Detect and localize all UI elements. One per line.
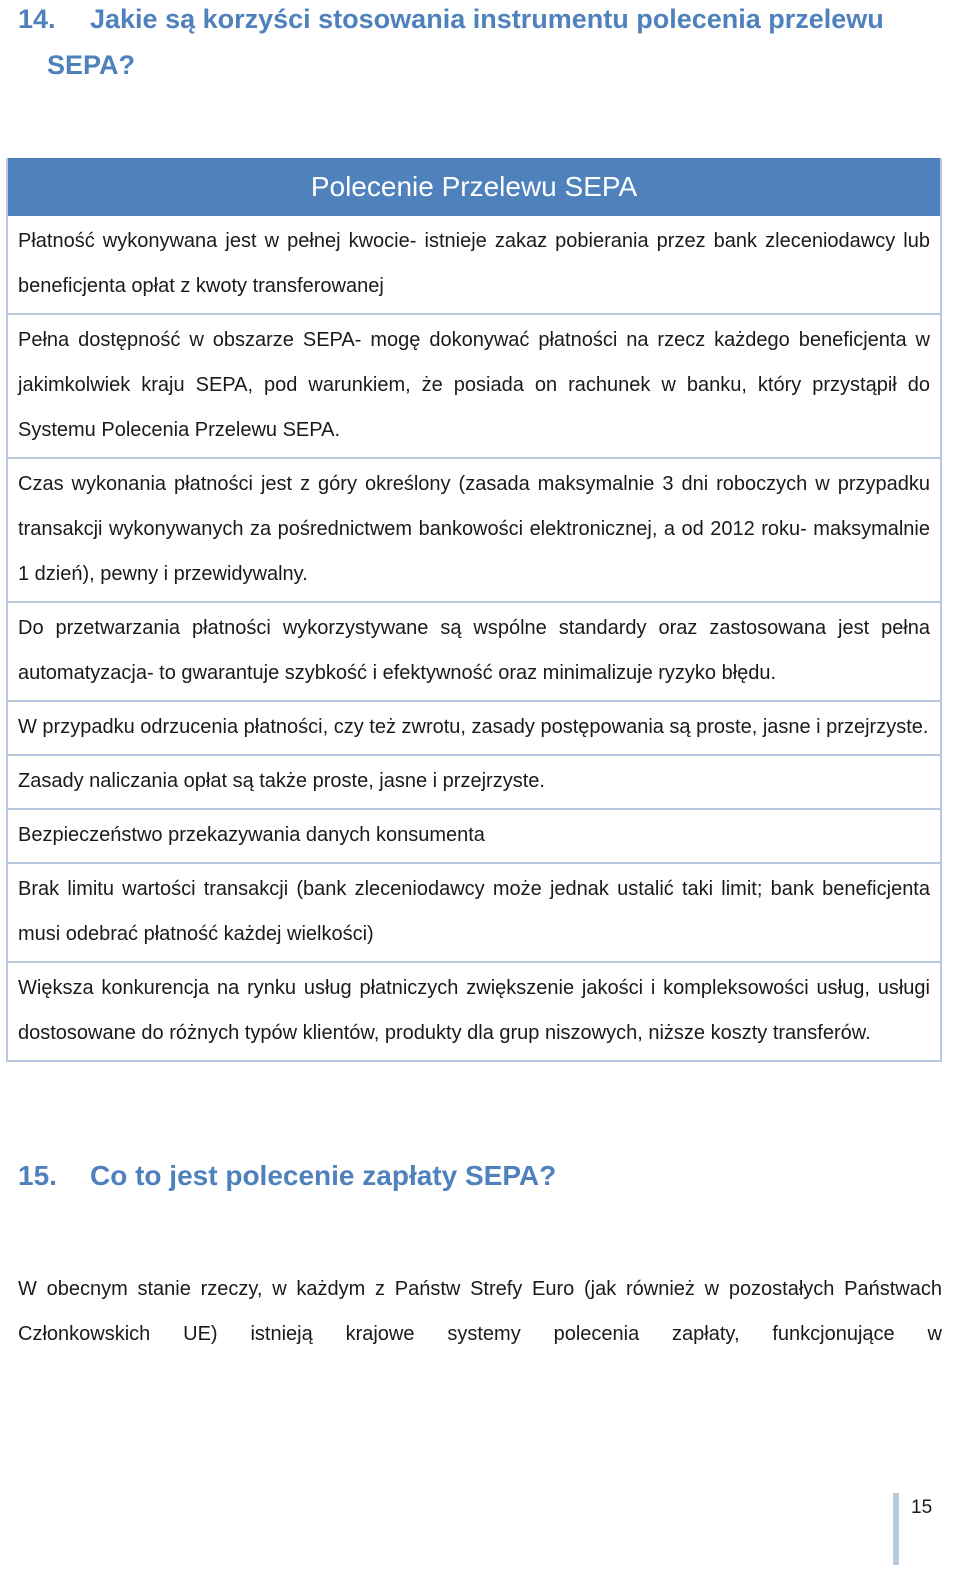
section-15-heading — [18, 1152, 556, 1200]
section-14-heading — [18, 0, 948, 88]
section-15-paragraph: W obecnym stanie rzeczy, w każdym z Państw Strefy Euro (jak również w pozostałych Państwach Członkowskich UE) istnieją krajowe systemy polecenia zapłaty, funkcjonujące w — [18, 1278, 942, 1345]
section-14-title-line2: SEPA? — [47, 50, 136, 80]
table-row: Do przetwarzania płatności wykorzystywane są wspólne standardy oraz zastosowana jest pełna automatyzacja- to gwarantuje szybkość i efektywność oraz minimalizuje ryzyko błędu. — [8, 601, 940, 700]
table-row: Płatność wykonywana jest w pełnej kwocie- istnieje zakaz pobierania przez bank zleceniodawcy lub beneficjenta opłat z kwoty transferowanej — [18, 230, 930, 297]
table-row: Większa konkurencja na rynku usług płatniczych zwiększenie jakości i kompleksowości usług, usługi dostosowane do różnych typów klientów, produkty dla grup niszowych, niższe koszty transferów. — [8, 961, 940, 1060]
table-row: W przypadku odrzucenia płatności, czy też zwrotu, zasady postępowania są proste, jasne i przejrzyste. — [8, 700, 940, 754]
table-row: Pełna dostępność w obszarze SEPA- mogę dokonywać płatności na rzecz każdego beneficjenta w jakimkolwiek kraju SEPA, pod warunkiem, że posiada on rachunek w banku, który przystąpił do Systemu Polecenia Przelewu SEPA. — [8, 313, 940, 457]
table-row: Czas wykonania płatności jest z góry określony (zasada maksymalnie 3 dni roboczych w przypadku transakcji wykonywanych za pośrednictwem bankowości elektronicznej, a od 2012 roku- maksymalnie 1 dzień), pewny i przewidywalny. — [8, 457, 940, 601]
page-number: 15 — [893, 1493, 932, 1565]
table-header: Polecenie Przelewu SEPA — [8, 158, 940, 216]
section-15-number: 15. — [18, 1160, 57, 1191]
table-row: Zasady naliczania opłat są także proste, jasne i przejrzyste. — [8, 754, 940, 808]
table-row: Brak limitu wartości transakcji (bank zleceniodawcy może jednak ustalić taki limit; bank beneficjenta musi odebrać płatność każdej wielkości) — [8, 862, 940, 961]
table-row: Bezpieczeństwo przekazywania danych konsumenta — [8, 808, 940, 862]
sepa-benefits-table — [6, 158, 942, 1062]
section-15-title: Co to jest polecenie zapłaty SEPA? — [90, 1160, 557, 1191]
section-14-number: 14. — [18, 4, 56, 34]
section-14-title-line1: Jakie są korzyści stosowania instrumentu polecenia przelewu — [90, 4, 884, 34]
